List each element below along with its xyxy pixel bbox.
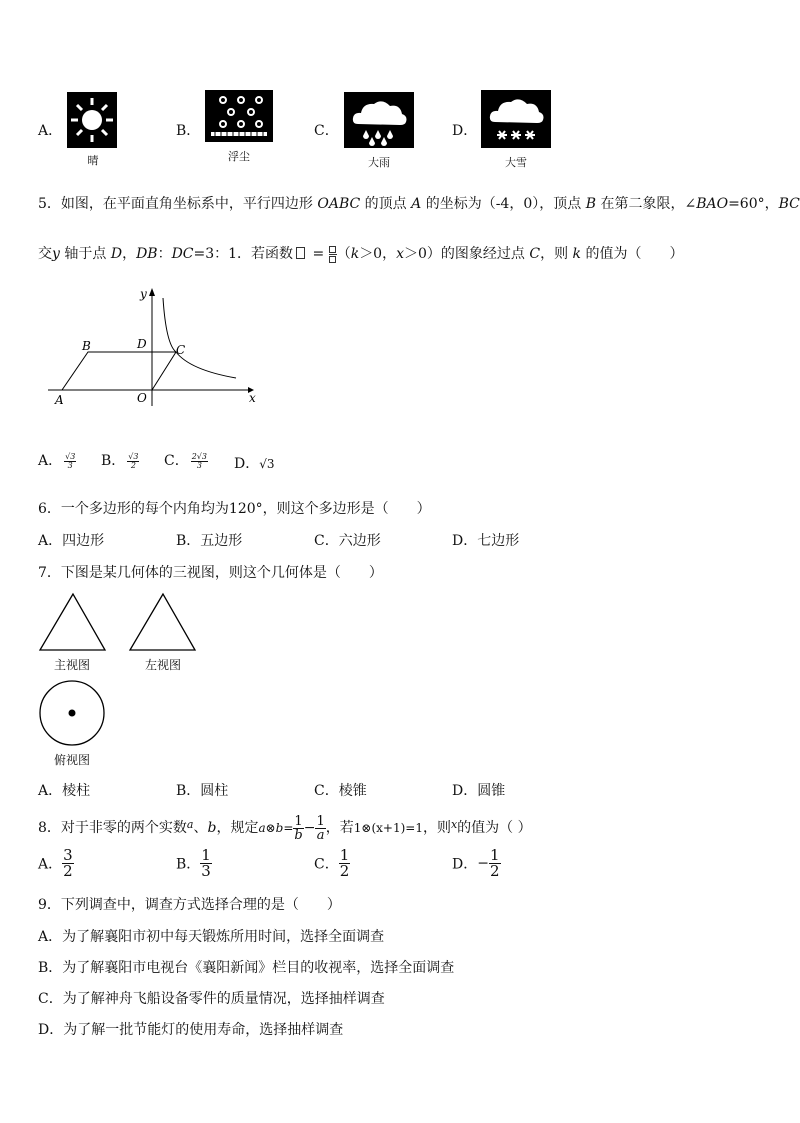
- q7-option-b[interactable]: B．圆柱: [176, 783, 229, 799]
- hyperbola-curve: [163, 298, 236, 378]
- q9-stem: 9．下列调查中，调查方式选择合理的是（ ）: [38, 897, 341, 913]
- label-d: D: [137, 337, 147, 351]
- label-y: y: [140, 287, 147, 301]
- q4-caption-a: 晴: [87, 154, 99, 167]
- q7-option-d[interactable]: D．圆锥: [452, 783, 506, 799]
- q7-option-c[interactable]: C．棱锥: [314, 783, 367, 799]
- heavy-snow-icon: [481, 90, 551, 148]
- q6-stem: 6．一个多边形的每个内角均为120°，则这个多边形是（ ）: [38, 501, 431, 517]
- q5-option-c[interactable]: C． $\frac{2√3}{3}$: [164, 451, 207, 470]
- q4-option-d-letter: D．: [452, 123, 478, 139]
- q9-option-d[interactable]: D．为了解一批节能灯的使用寿命，选择抽样调查: [38, 1022, 344, 1038]
- q9-option-a[interactable]: A．为了解襄阳市初中每天锻炼所用时间，选择全面调查: [38, 929, 385, 945]
- q5-option-a[interactable]: A． $\frac{√3}{3}$: [38, 451, 76, 470]
- q7-stem: 7．下图是某几何体的三视图，则这个几何体是（ ）: [38, 565, 383, 581]
- q8-option-a[interactable]: A． $\frac{3}{2}$: [38, 846, 73, 880]
- label-x: x: [249, 391, 256, 405]
- q8-option-d[interactable]: D．− $\frac{1}{2}$: [452, 846, 500, 880]
- label-a: A: [55, 393, 64, 407]
- front-view-triangle: [38, 592, 108, 654]
- q4-option-b-letter: B．: [176, 123, 201, 139]
- q8-stem: 8．对于非零的两个实数$^a$、b，规定a⊗b= $\frac{1}{b}$ − $\frac{1}{a}$ ，若1⊗(x+1)=1，则$^x$的值为（ ）: [38, 813, 532, 843]
- label-o: O: [137, 391, 147, 405]
- function-fraction: [329, 246, 337, 263]
- q5-stem-line2: 交y 轴于点 D，DB：DC=3：1．若函数 = （k＞0，x＞0）的图象经过点 C，则 k 的值为（ ）: [38, 246, 684, 262]
- q4-option-a-letter: A．: [38, 123, 63, 139]
- q6-option-b[interactable]: B．五边形: [176, 533, 243, 549]
- q9-option-b[interactable]: B．为了解襄阳市电视台《襄阳新闻》栏目的收视率，选择全面调查: [38, 960, 455, 976]
- dust-icon: [205, 90, 273, 142]
- parallelogram-oabc: [62, 352, 176, 390]
- q7-option-a[interactable]: A．棱柱: [38, 783, 91, 799]
- q4-caption-c: 大雨: [368, 156, 390, 169]
- q4-caption-b: 浮尘: [228, 150, 250, 163]
- q6-option-d[interactable]: D．七边形: [452, 533, 520, 549]
- top-view-circle: [37, 680, 107, 750]
- q6-option-c[interactable]: C．六边形: [314, 533, 381, 549]
- front-view-caption: 主视图: [53, 658, 90, 672]
- q5-option-b[interactable]: B． $\frac{√3}{2}$: [101, 451, 139, 470]
- top-view-caption: 俯视图: [53, 753, 90, 767]
- q6-option-a[interactable]: A．四边形: [38, 533, 105, 549]
- missing-glyph-box: [296, 247, 305, 259]
- q4-caption-d: 大雪: [505, 156, 527, 169]
- q4-option-c-letter: C．: [314, 123, 339, 139]
- label-b: B: [82, 339, 91, 353]
- q8-option-b[interactable]: B． $\frac{1}{3}$: [176, 846, 211, 880]
- left-view-caption: 左视图: [144, 658, 181, 672]
- sun-icon: [67, 92, 117, 148]
- q5-stem-line1: 5．如图，在平面直角坐标系中，平行四边形 OABC 的顶点 A 的坐标为（-4，0），顶点 B 在第二象限，∠BAO=60°，BC: [38, 196, 800, 212]
- q5-option-d[interactable]: D．√3: [234, 456, 275, 472]
- q9-option-c[interactable]: C．为了解神舟飞船设备零件的质量情况，选择抽样调查: [38, 991, 385, 1007]
- left-view-triangle: [128, 592, 198, 654]
- q8-option-c[interactable]: C． $\frac{1}{2}$: [314, 846, 350, 880]
- q5-figure: [40, 284, 270, 414]
- label-c: C: [176, 343, 186, 357]
- heavy-rain-icon: [344, 92, 414, 148]
